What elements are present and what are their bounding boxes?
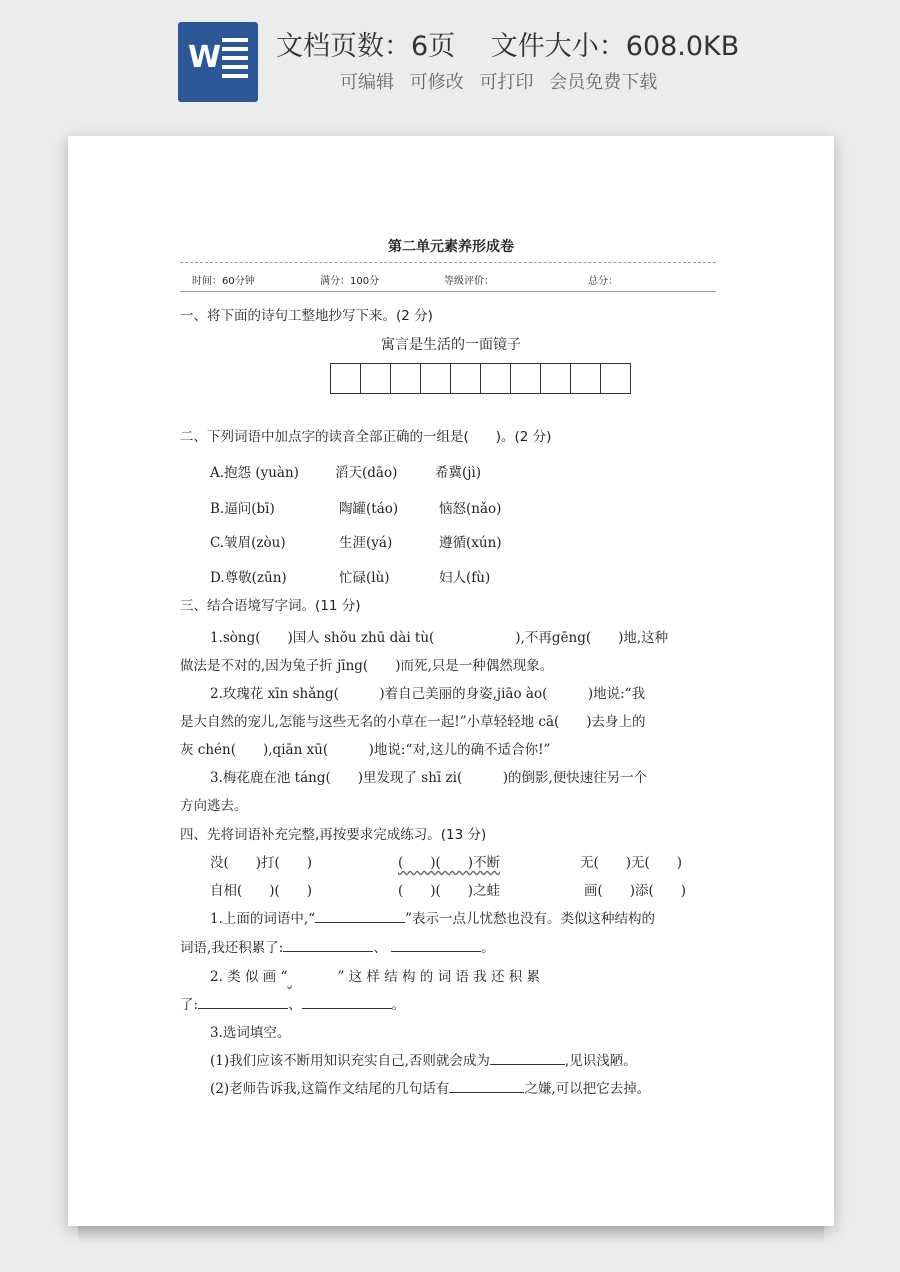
s4-q2-line-2: 了: 、 。 <box>180 997 406 1013</box>
s4-q3-2: (2)老师告诉我,这篇作文结尾的几句话有 之嫌,可以把它去掉。 <box>210 1081 651 1097</box>
idiom-1: 没( )打( ) <box>210 855 313 871</box>
header-banner <box>0 0 900 130</box>
s3-line-7: 方向逃去。 <box>180 798 248 814</box>
s4-q3-1: (1)我们应该不断用知识充实自己,否则就会成为 ,见识浅陋。 <box>210 1053 637 1069</box>
idiom-5: ( )( )之蛙 <box>398 883 501 899</box>
s4-q1-line-2: 词语,我还积累了: 、 。 <box>180 940 495 956</box>
s3-line-4: 是大自然的宠儿,怎能与这些无名的小草在一起!”小草轻轻地 cā( )去身上的 <box>180 714 646 730</box>
option-a-2: 滔天(dāo) <box>335 465 398 481</box>
answer-blank[interactable] <box>283 951 373 952</box>
document-info-title: 文档页数：6页 文件大小：608.0KB <box>276 31 740 62</box>
document-page <box>68 136 834 1226</box>
logo-letter: W <box>188 40 222 75</box>
idiom-4: 自相( )( ) <box>210 883 313 899</box>
feature-printable: 可打印 <box>479 72 534 93</box>
feature-editable: 可编辑 <box>340 72 394 93</box>
meta-total: 总分： <box>588 276 618 287</box>
s4-q2-line-1: 2. 类 似 画 “ ” 这 样 结 构 的 词 语 我 还 积 累 <box>210 969 541 985</box>
exam-meta-bar <box>180 262 716 292</box>
answer-blank[interactable] <box>287 969 337 985</box>
option-b-3: 恼怒(nǎo) <box>439 501 502 517</box>
option-d-3: 妇人(fù) <box>439 570 491 586</box>
paper-shadow <box>78 1226 824 1244</box>
idiom-2: ( )( )不断 <box>398 855 501 871</box>
option-b-2: 陶罐(táo) <box>339 501 399 517</box>
section-3-heading: 三、结合语境写字词。(11 分) <box>180 598 361 614</box>
s3-line-3: 2.玫瑰花 xīn shǎng( )着自己美丽的身姿,jiāo ào( )地说:“我 <box>210 686 646 702</box>
poem-text: 寓言是生活的一面镜子 <box>381 337 521 353</box>
option-d-2: 忙碌(lù) <box>339 570 390 586</box>
option-d-1: D.尊敬(zūn) <box>210 570 287 586</box>
answer-blank[interactable] <box>391 951 481 952</box>
section-1-heading: 一、将下面的诗句工整地抄写下来。(2 分) <box>180 308 433 324</box>
idiom-3: 无( )无( ) <box>580 855 683 871</box>
meta-time: 时间：60分钟 <box>192 276 255 287</box>
feature-free-download: 会员免费下载 <box>549 72 658 93</box>
answer-blank[interactable] <box>302 1008 392 1009</box>
s3-line-6: 3.梅花鹿在池 táng( )里发现了 shī zi( )的倒影,便快速往另一个 <box>210 770 648 786</box>
option-b-1: B.逼问(bī) <box>210 501 275 517</box>
section-2-heading: 二、下列词语中加点字的读音全部正确的一组是( )。(2 分) <box>180 429 552 445</box>
answer-blank[interactable] <box>449 1092 524 1093</box>
meta-score: 满分：100分 <box>320 276 380 287</box>
feature-modifiable: 可修改 <box>409 72 464 93</box>
option-c-3: 遵循(xún) <box>439 535 502 551</box>
section-4-heading: 四、先将词语补充完整,再按要求完成练习。(13 分) <box>180 827 487 843</box>
s3-line-5: 灰 chén( ),qiān xū( )地说:“对,这儿的确不适合你!” <box>180 742 551 758</box>
option-c-2: 生涯(yá) <box>339 535 393 551</box>
feature-list <box>340 68 667 94</box>
answer-blank[interactable] <box>315 922 405 923</box>
s3-line-1: 1.sòng( )国人 shǒu zhū dài tù( ),不再gēng( )地,这种 <box>210 630 669 646</box>
answer-blank[interactable] <box>198 1008 288 1009</box>
meta-grade: 等级评价： <box>444 276 494 287</box>
page-title: 第二单元素养形成卷 <box>388 239 514 255</box>
s4-q3: 3.选词填空。 <box>210 1025 291 1041</box>
option-a-3: 希冀(jì) <box>435 465 482 481</box>
writing-grid <box>330 363 631 394</box>
s4-q1-line-1: 1.上面的词语中,“ ”表示一点儿忧愁也没有。类似这种结构的 <box>210 911 655 927</box>
option-a-1: A.抱怨 (yuàn) <box>210 465 299 481</box>
word-document-icon <box>178 22 258 102</box>
s3-line-2: 做法是不对的,因为兔子折 jīng( )而死,只是一种偶然现象。 <box>180 658 554 674</box>
idiom-6: 画( )添( ) <box>584 883 687 899</box>
answer-blank[interactable] <box>490 1064 565 1065</box>
option-c-1: C.皱眉(zòu) <box>210 535 286 551</box>
